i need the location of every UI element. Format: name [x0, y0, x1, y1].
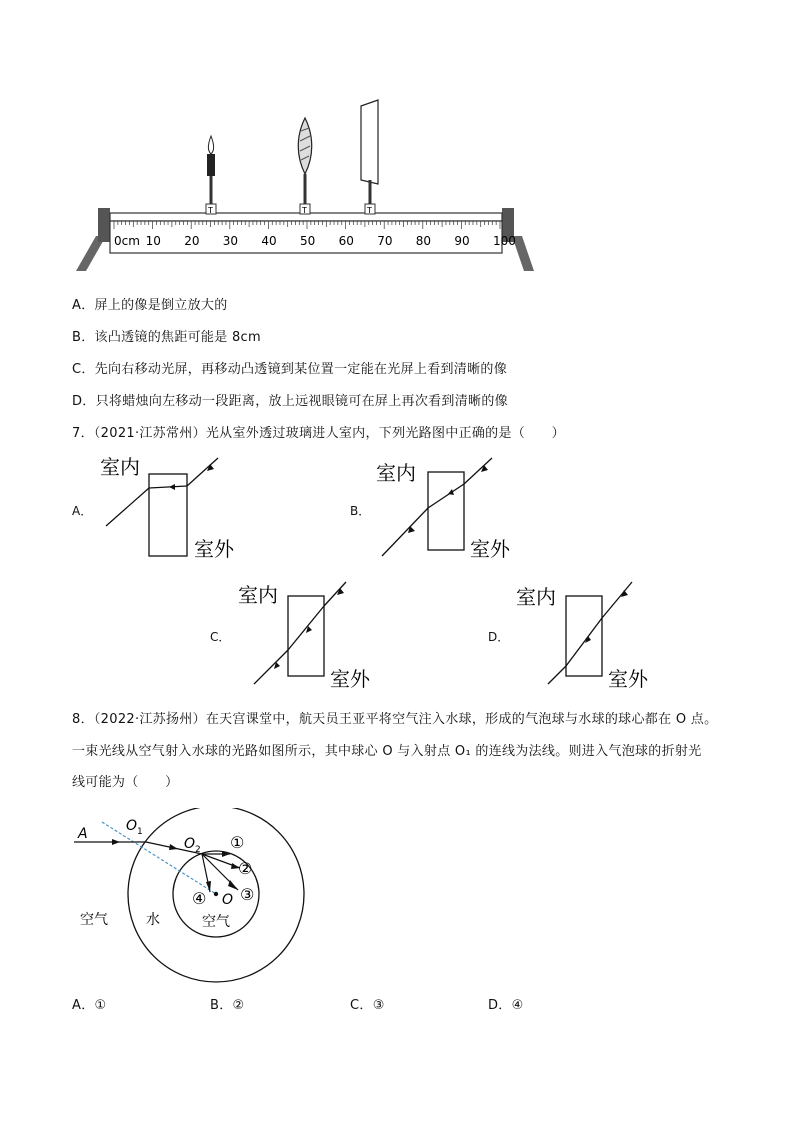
option-text: ③ [372, 998, 385, 1013]
q8-stem-line3: 线可能为（ ） [72, 775, 179, 790]
scale-label: 50 [300, 234, 316, 248]
option-key: D． [488, 998, 512, 1013]
glass-block [428, 472, 464, 550]
q8-stem-line1: 8．（2022·江苏扬州）在天宫课堂中，航天员王亚平将空气注入水球，形成的气泡球与水球的球心都在 O 点。 [72, 712, 718, 727]
option-text: ① [94, 998, 107, 1013]
light-screen [361, 100, 378, 215]
q7-figure-a[interactable] [96, 448, 256, 564]
candle [206, 136, 216, 215]
q7-figure-c[interactable] [236, 576, 396, 694]
svg-text:T: T [302, 206, 307, 215]
option-text: 先向右移动光屏，再移动凸透镜到某位置一定能在光屏上看到清晰的像 [94, 362, 507, 377]
indoor-label: 室内 [516, 585, 556, 609]
glass-block [566, 596, 602, 676]
label-o: O [222, 892, 234, 908]
label-o2: O [184, 836, 196, 852]
center-point [214, 892, 218, 896]
outdoor-label: 室外 [330, 667, 370, 691]
indoor-label: 室内 [376, 461, 416, 485]
ray-label-2: ② [238, 859, 253, 878]
q8-option-d[interactable] [488, 994, 524, 1013]
ray-label-1: ① [230, 833, 245, 852]
q7-figure-b[interactable] [374, 452, 534, 564]
scale-label: 30 [222, 234, 239, 248]
option-key: C． [350, 998, 373, 1013]
option-text: ④ [511, 998, 524, 1013]
option-key: D． [72, 394, 96, 409]
convex-lens [298, 118, 312, 215]
q8-option-a[interactable] [72, 994, 106, 1013]
ray-label-4: ④ [192, 889, 207, 908]
scale-label: 0cm [114, 234, 140, 248]
option-key: A． [72, 298, 95, 313]
q6-option-a[interactable] [72, 294, 228, 313]
option-key: A． [72, 998, 95, 1013]
label-a: A [78, 826, 88, 842]
indoor-label: 室内 [100, 455, 140, 479]
bench-end-left [98, 208, 110, 242]
scale-label: 80 [415, 234, 432, 248]
q6-option-b[interactable] [72, 326, 261, 345]
glass-block [288, 596, 324, 676]
q8-option-c[interactable] [350, 994, 385, 1013]
q7-option-b-label[interactable]: B． [350, 504, 371, 518]
scale-label: 40 [261, 234, 277, 248]
q8-sphere-figure [72, 808, 332, 984]
option-key: B． [210, 998, 233, 1013]
q7-stem: 7．（2021·江苏常州）光从室外透过玻璃进人室内，下列光路图中正确的是（ ） [72, 426, 565, 441]
outdoor-label: 室外 [470, 537, 510, 561]
q6-option-c[interactable] [72, 358, 507, 377]
scale-label: 20 [184, 234, 200, 248]
scale-label: 70 [377, 234, 393, 248]
label-water: 水 [146, 912, 160, 928]
q7-figure-d[interactable] [514, 578, 674, 694]
q6-option-d[interactable] [72, 390, 508, 409]
q8-option-b[interactable] [210, 994, 245, 1013]
scale-label: 60 [338, 234, 354, 248]
option-text: 屏上的像是倒立放大的 [94, 298, 228, 313]
label-o1-sub: 1 [137, 827, 143, 837]
optical-bench-figure [72, 96, 542, 278]
option-text: 该凸透镜的焦距可能是 8cm [94, 330, 261, 345]
label-o2-sub: 2 [195, 845, 201, 855]
normal-line [102, 822, 216, 894]
q7-option-d-label[interactable]: D． [488, 630, 510, 644]
label-o1: O [126, 818, 138, 834]
q7-option-c-label[interactable]: C． [210, 630, 231, 644]
svg-text:T: T [208, 206, 213, 215]
option-text: ② [232, 998, 245, 1013]
outdoor-label: 室外 [608, 667, 648, 691]
q8-stem-line2: 一束光线从空气射入水球的光路如图所示，其中球心 O 与入射点 O₁ 的连线为法线。则进入气泡球的折射光 [72, 744, 702, 759]
ray-label-3: ③ [240, 885, 255, 904]
scale-label: 90 [454, 234, 470, 248]
option-key: C． [72, 362, 95, 377]
svg-text:T: T [367, 206, 372, 215]
scale-label: 10 [145, 234, 161, 248]
indoor-label: 室内 [238, 583, 278, 607]
q7-option-a-label[interactable]: A． [72, 504, 93, 518]
option-key: B． [72, 330, 95, 345]
scale-label: 100 [493, 234, 516, 248]
label-air-inside: 空气 [202, 914, 230, 930]
option-text: 只将蜡烛向左移动一段距离，放上远视眼镜可在屏上再次看到清晰的像 [95, 394, 508, 409]
label-air-outside: 空气 [80, 912, 108, 928]
outdoor-label: 室外 [194, 537, 234, 561]
